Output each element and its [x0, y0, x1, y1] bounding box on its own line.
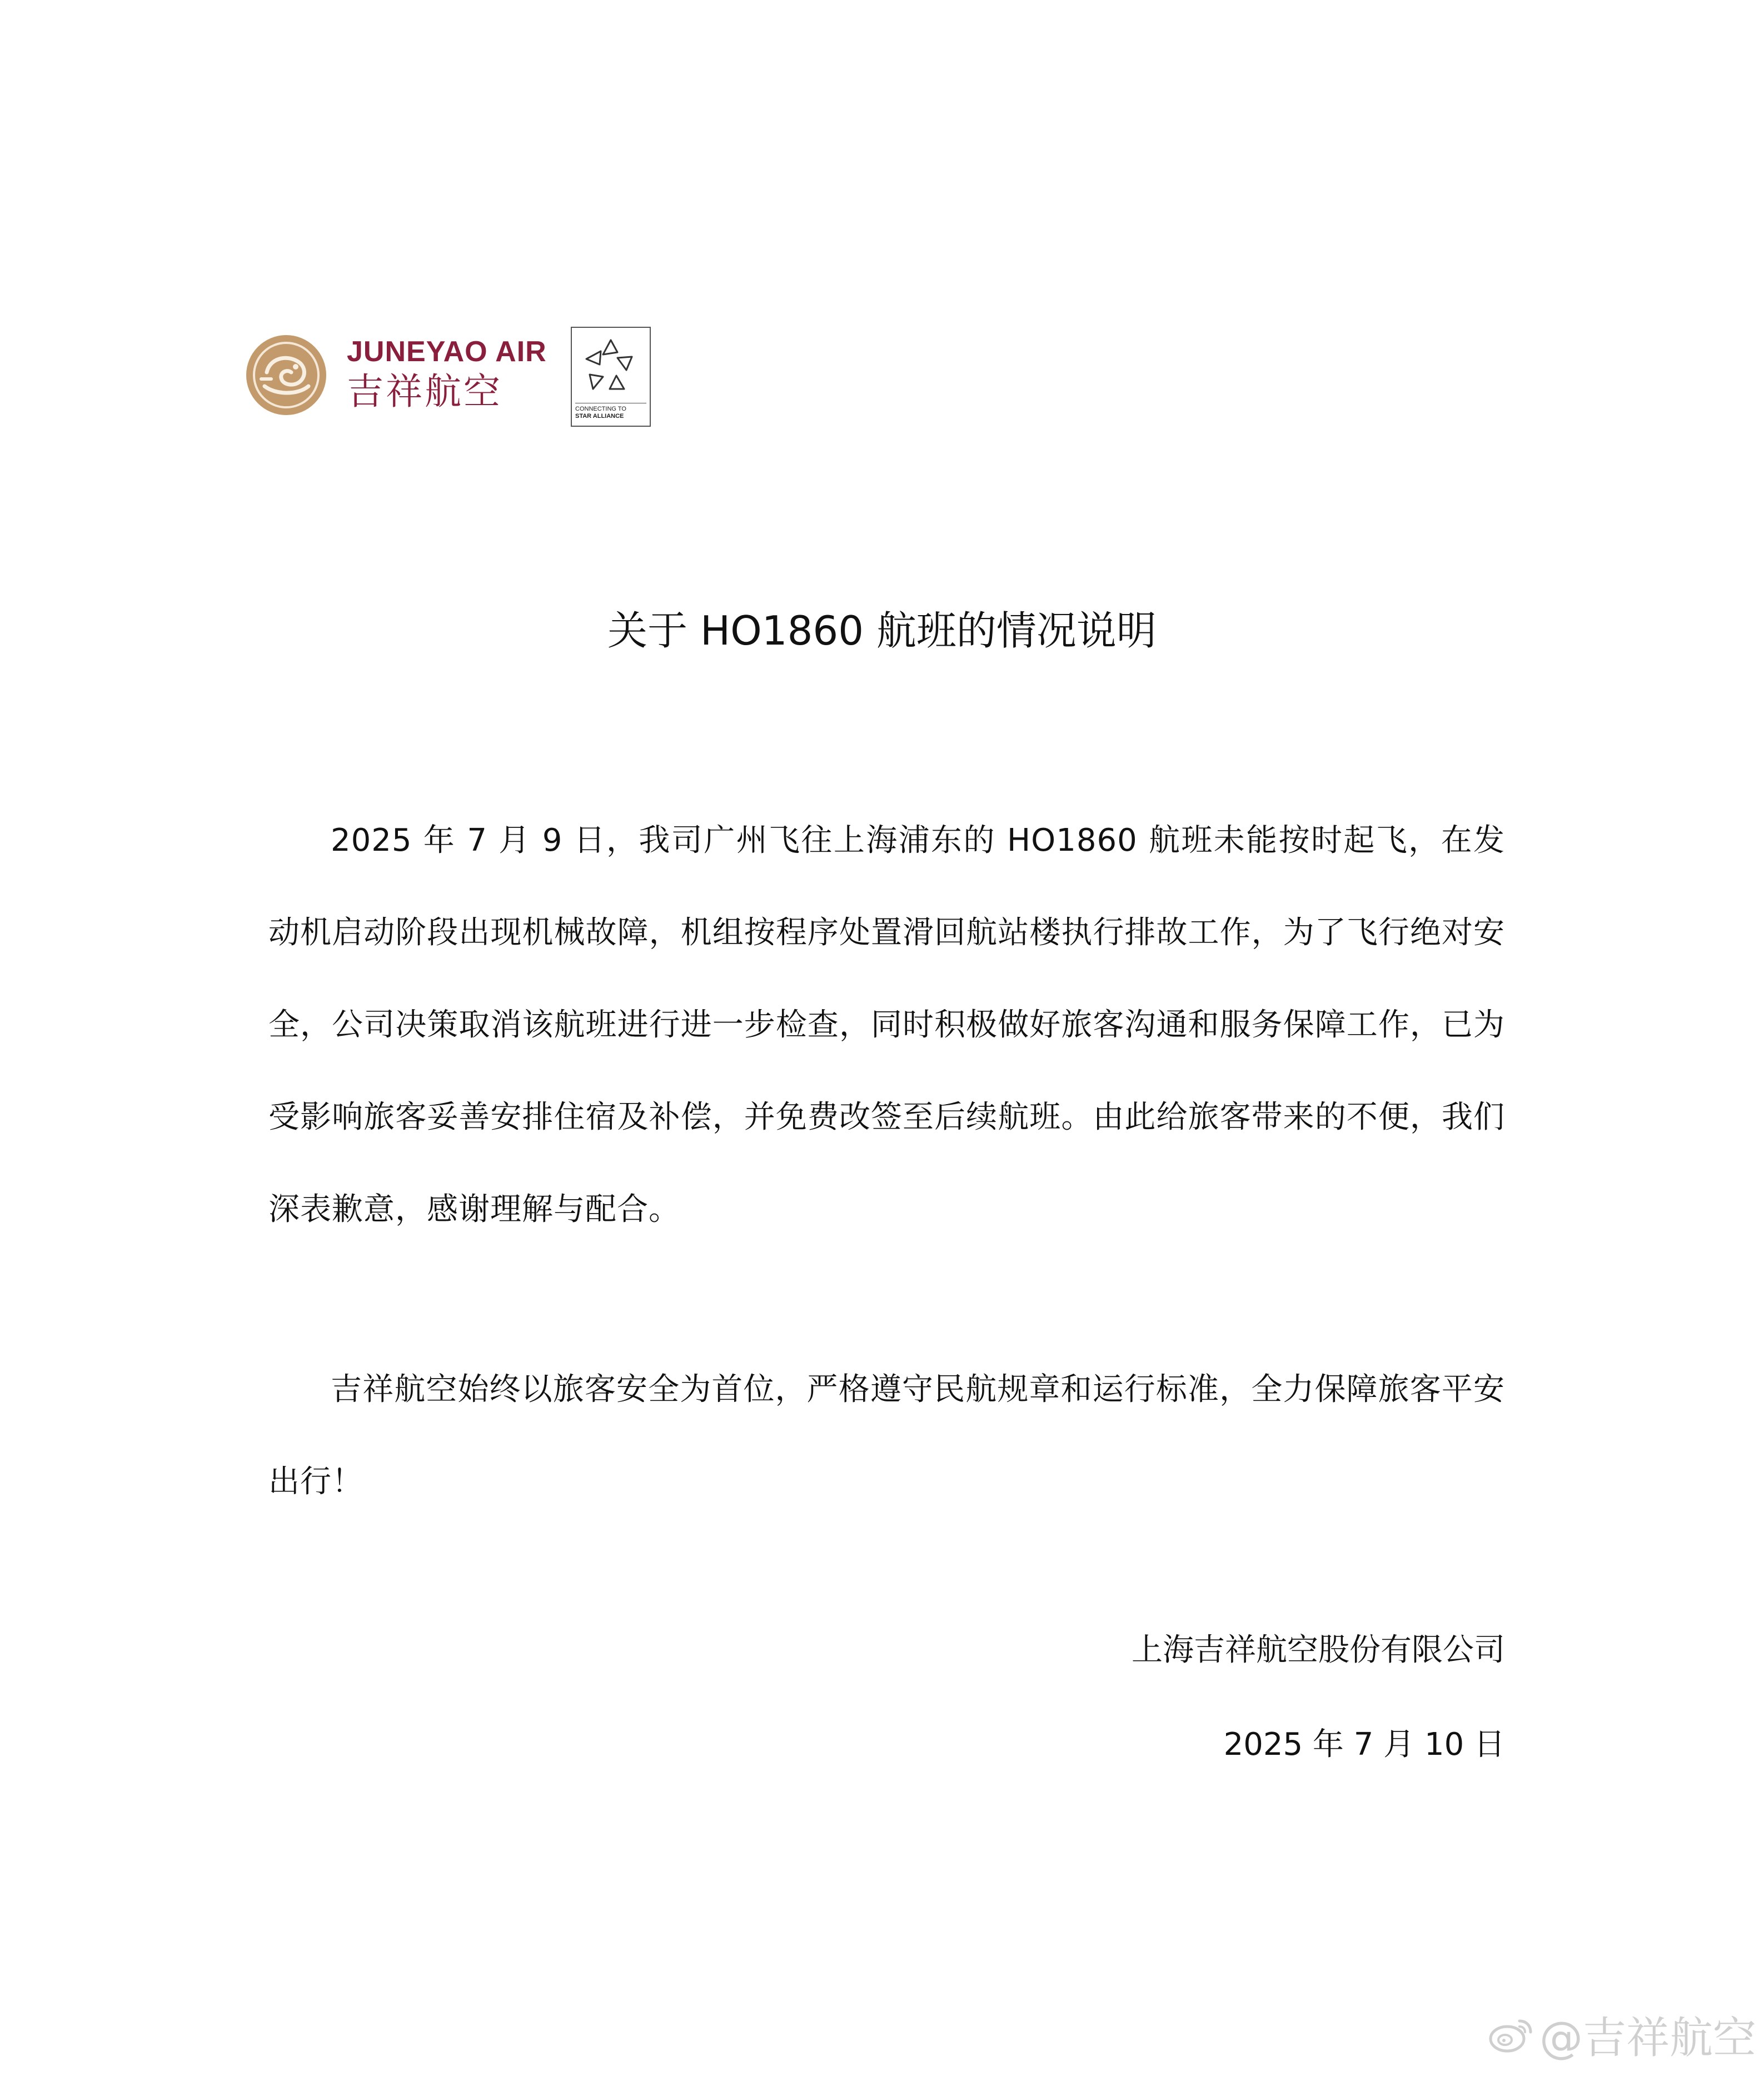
body-paragraph-2: 吉祥航空始终以旅客安全为首位，严格遵守民航规章和运行标准，全力保障旅客平安出行！ [268, 1371, 1505, 1500]
sa-tagline-line2: STAR ALLIANCE [575, 413, 624, 420]
signature-block [1132, 1628, 1505, 1767]
weibo-icon [1488, 2015, 1533, 2053]
watermark-text: @吉祥航空 [1539, 2013, 1756, 2063]
sa-tagline-line1: CONNECTING TO [575, 406, 626, 412]
brand-name-en: JUNEYAO AIR [347, 336, 547, 368]
star-alliance-tagline [575, 403, 646, 420]
document-body [268, 795, 1505, 1528]
signature-date: 2025 年 7 月 10 日 [1223, 1726, 1505, 1763]
brand-text [347, 337, 547, 413]
weibo-watermark [1488, 2003, 1756, 2065]
body-paragraph-1: 2025 年 7 月 9 日，我司广州飞往上海浦东的 HO1860 航班未能按时起飞，在发动机启动阶段出现机械故障，机组按程序处置滑回航站楼执行排故工作，为了飞行绝对安全，公司决策取消该航班进行进一步检查，同时积极做好旅客沟通和服务保障工作，已为受影响旅客妥善安排住宿及补偿，并免费改签至后续航班。由此给旅客带来的不便，我们深表歉意，感谢理解与配合。 [268, 822, 1505, 1227]
star-alliance-icon [576, 336, 645, 397]
signature-company: 上海吉祥航空股份有限公司 [1132, 1632, 1505, 1668]
document-title: 关于 HO1860 航班的情况说明 [607, 607, 1157, 654]
brand-logo [245, 328, 547, 422]
juneyao-emblem-icon [245, 333, 328, 417]
brand-name-cn: 吉祥航空 [347, 370, 502, 413]
star-alliance-logo [571, 327, 651, 427]
